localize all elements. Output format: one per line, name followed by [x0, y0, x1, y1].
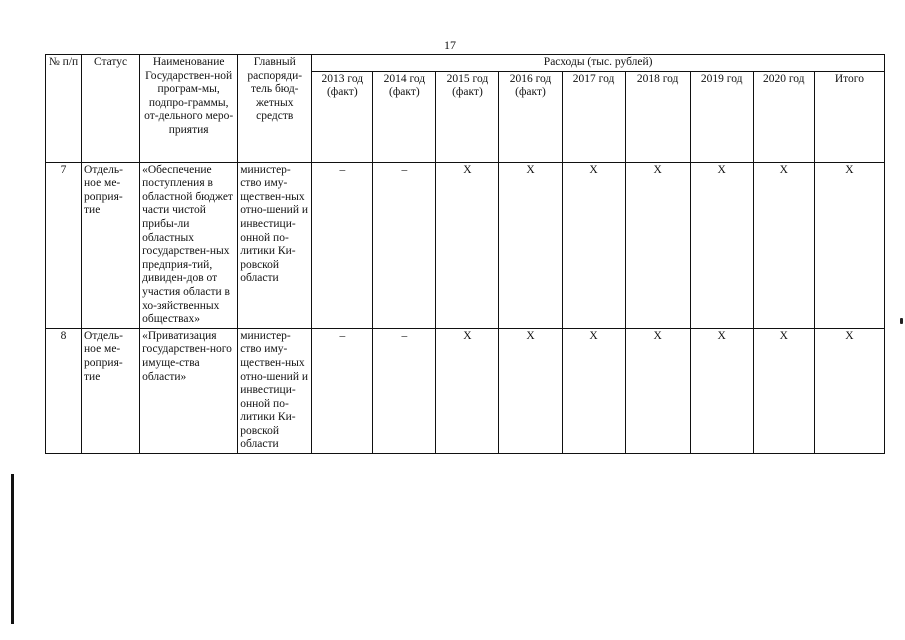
- table-row: [46, 328, 885, 453]
- col-header-year: 2015 год (факт): [436, 71, 499, 162]
- expenses-table: [45, 54, 885, 454]
- col-header-name: Наименование Государствен-ной програм-мы, подпро-граммы, от-дельного меро-приятия: [140, 55, 238, 163]
- row-value: Х: [625, 162, 690, 328]
- col-header-year: 2017 год: [562, 71, 625, 162]
- row-value: –: [312, 328, 373, 453]
- row-value: Х: [499, 328, 562, 453]
- col-header-year: 2018 год: [625, 71, 690, 162]
- row-value: Х: [436, 162, 499, 328]
- row-number: 8: [46, 328, 82, 453]
- row-admin: министер-ство иму-ществен-ных отно-шений и инвестици-онной по-литики Ки-ровской области: [238, 328, 312, 453]
- row-value: Х: [562, 162, 625, 328]
- row-value: Х: [690, 162, 753, 328]
- row-number: 7: [46, 162, 82, 328]
- table-row: [46, 162, 885, 328]
- col-header-status: Статус: [82, 55, 140, 163]
- row-value: Х: [562, 328, 625, 453]
- col-header-year: 2016 год (факт): [499, 71, 562, 162]
- row-name: «Приватизация государствен-ного имуще-ства области»: [140, 328, 238, 453]
- row-admin: министер-ство иму-ществен-ных отно-шений и инвестици-онной по-литики Ки-ровской области: [238, 162, 312, 328]
- row-total: Х: [814, 328, 884, 453]
- col-header-year: 2014 год (факт): [373, 71, 436, 162]
- col-header-total: Итого: [814, 71, 884, 162]
- row-value: Х: [753, 162, 814, 328]
- row-value: Х: [499, 162, 562, 328]
- col-header-admin: Главный распоряди-тель бюд-жетных средств: [238, 55, 312, 163]
- row-value: –: [312, 162, 373, 328]
- row-value: Х: [436, 328, 499, 453]
- row-status: Отдель-ное ме-роприя-тие: [82, 162, 140, 328]
- col-header-year: 2020 год: [753, 71, 814, 162]
- page-number: 17: [444, 38, 456, 52]
- scan-speck: [900, 318, 903, 324]
- row-value: –: [373, 162, 436, 328]
- row-value: Х: [625, 328, 690, 453]
- row-status: Отдель-ное ме-роприя-тие: [82, 328, 140, 453]
- row-value: Х: [753, 328, 814, 453]
- header-row: [46, 55, 885, 72]
- col-header-year: 2019 год: [690, 71, 753, 162]
- row-value: –: [373, 328, 436, 453]
- row-total: Х: [814, 162, 884, 328]
- col-header-expenses: Расходы (тыс. рублей): [312, 55, 885, 72]
- row-name: «Обеспечение поступления в областной бюджет части чистой прибы-ли областных государствен-ных предприя-тий, дивиден-дов от участия области в хо-зяйственных обществах»: [140, 162, 238, 328]
- row-value: Х: [690, 328, 753, 453]
- scan-margin-line: [11, 474, 14, 624]
- col-header-year: 2013 год (факт): [312, 71, 373, 162]
- col-header-no: № п/п: [46, 55, 82, 163]
